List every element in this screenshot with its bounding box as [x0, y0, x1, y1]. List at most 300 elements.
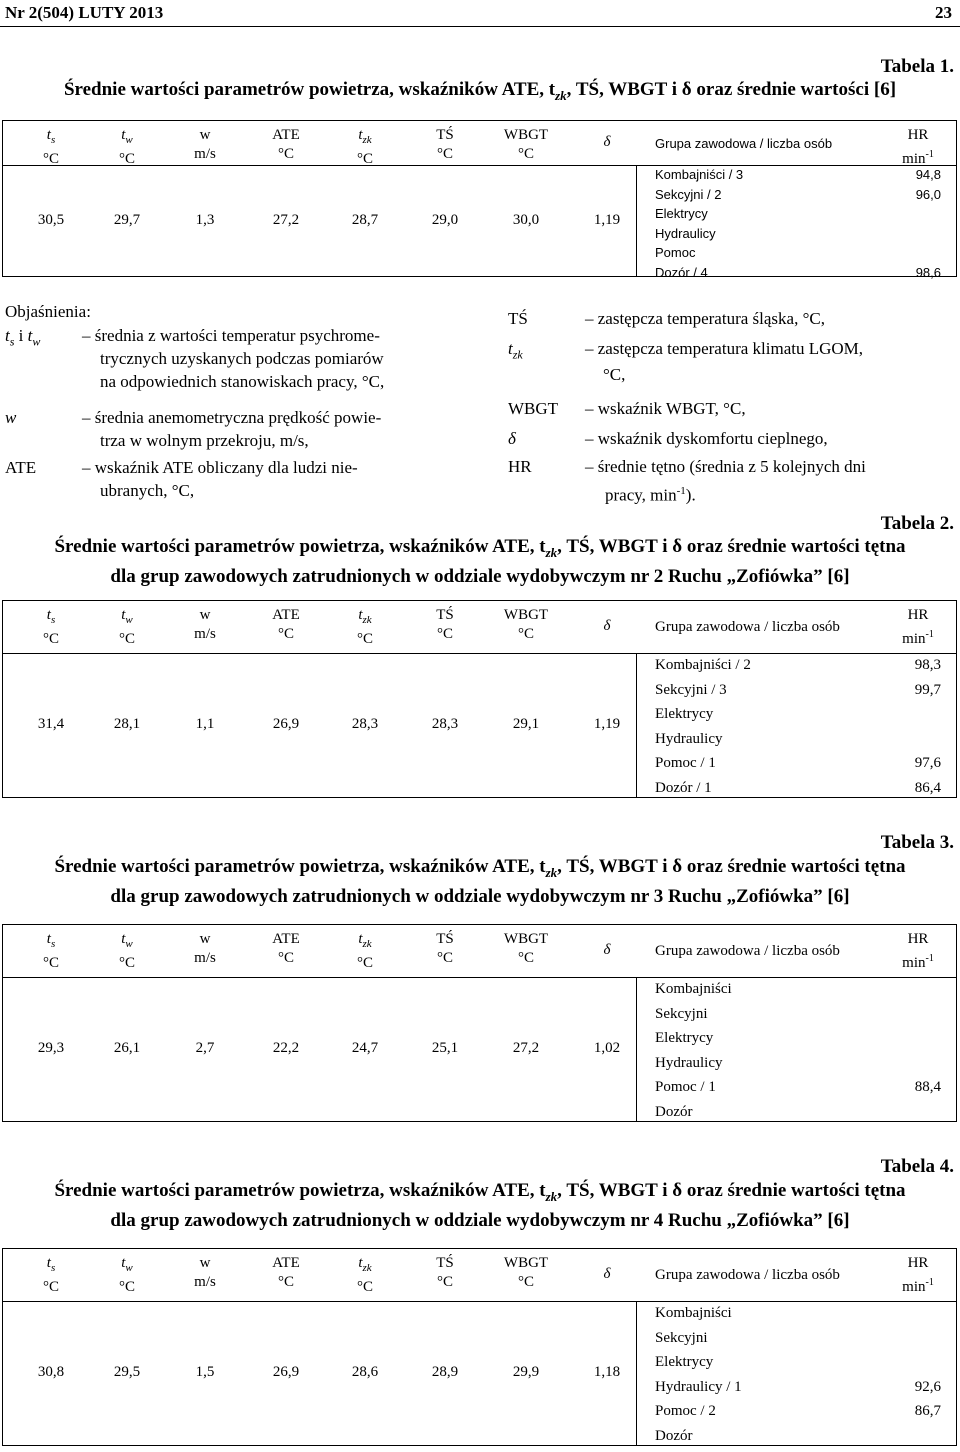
group-row [655, 1055, 941, 1080]
group-row [655, 657, 941, 682]
journal-issue: Nr 2(504) LUTY 2013 [5, 3, 163, 23]
col-header-ts2 [410, 930, 480, 968]
explanation-line: trycznych uzyskanych podczas pomiarów [100, 347, 445, 370]
col-symbol-text: TŚ [436, 607, 454, 623]
col-symbol-sub: s [51, 134, 55, 146]
col-symbol-text: t [358, 931, 362, 947]
col-symbol-text: ATE [272, 607, 300, 623]
term-symbol: w [5, 408, 16, 427]
col-unit: °C [16, 954, 86, 973]
col-header-ts [16, 126, 86, 169]
table-title-line1 [0, 535, 960, 565]
col-header-wbgt [491, 1254, 561, 1292]
explanation-line: – zastępcza temperatura śląska, °C, [585, 307, 825, 330]
value-ts2: 28,9 [410, 1364, 480, 1381]
explanations-heading: Objaśnienia: [5, 300, 91, 323]
group-name: Sekcyjni / 2 [655, 187, 721, 202]
term-symbol: t [5, 326, 10, 345]
col-symbol-text: t [47, 127, 51, 143]
col-header-tzk [330, 126, 400, 169]
value-ts: 29,3 [16, 1040, 86, 1057]
group-row [655, 1428, 941, 1452]
col-header-ate [251, 126, 321, 164]
group-row [655, 682, 941, 707]
col-unit: °C [16, 630, 86, 649]
col-symbol [491, 930, 561, 949]
col-header-hr [888, 1254, 948, 1297]
group-hr: 96,0 [916, 187, 941, 202]
col-symbol [251, 1254, 321, 1273]
value-tzk: 24,7 [330, 1040, 400, 1057]
col-header-tzk [330, 606, 400, 649]
col-symbol [251, 606, 321, 625]
col-symbol [410, 930, 480, 949]
title-text: Średnie wartości parametrów powietrza, wskaźników ATE, t [54, 1180, 545, 1201]
value-w: 1,3 [170, 212, 240, 229]
col-symbol-text: t [47, 607, 51, 623]
title-text: Średnie wartości parametrów powietrza, wskaźników ATE, t [64, 79, 555, 100]
col-symbol-sub: w [125, 134, 132, 146]
value-ts: 30,8 [16, 1364, 86, 1381]
col-header-ate [251, 1254, 321, 1292]
hr-unit: min [902, 151, 925, 167]
title-text-rest: , TŚ, WBGT i δ oraz średnie wartości tętna [557, 1180, 905, 1201]
explanation-line: – zastępcza temperatura klimatu LGOM, [585, 337, 863, 360]
col-unit: °C [92, 954, 162, 973]
col-symbol-text: TŚ [436, 1255, 454, 1271]
col-symbol-sub: s [51, 938, 55, 950]
col-unit: °C [251, 1273, 321, 1292]
group-name: Dozór / 4 [655, 265, 708, 280]
group-name: Kombajniści / 2 [655, 657, 751, 674]
col-symbol [170, 606, 240, 625]
data-table [2, 600, 957, 798]
hr-sup: -1 [926, 1277, 934, 1288]
col-symbol [572, 941, 642, 960]
group-name: Elektrycy [655, 706, 713, 723]
group-row [655, 755, 941, 780]
value-delta: 1,19 [572, 716, 642, 733]
col-header-group: Grupa zawodowa / liczba osób [655, 618, 840, 637]
value-tzk: 28,3 [330, 716, 400, 733]
group-hr: 88,4 [915, 1079, 941, 1096]
col-header-tw [92, 930, 162, 973]
value-ts: 31,4 [16, 716, 86, 733]
col-symbol-text: t [358, 607, 362, 623]
col-symbol [330, 606, 400, 630]
table-header [3, 925, 956, 978]
col-header-ts2 [410, 1254, 480, 1292]
col-symbol-text: ATE [272, 931, 300, 947]
term-symbol: HR [508, 457, 532, 476]
table-title-line2: dla grup zawodowych zatrudnionych w oddziale wydobywczym nr 3 Ruchu „Zofiówka” [6] [0, 885, 960, 909]
col-header-tw [92, 606, 162, 649]
group-name: Elektrycy [655, 1354, 713, 1371]
col-symbol [572, 1265, 642, 1284]
col-symbol-text: δ [604, 1266, 611, 1282]
col-header-group: Grupa zawodowa / liczba osób [655, 942, 840, 961]
col-unit: °C [16, 150, 86, 169]
col-unit: °C [410, 145, 480, 164]
col-unit: °C [491, 145, 561, 164]
explanation-line [605, 480, 696, 507]
col-symbol [330, 930, 400, 954]
table-title-line1 [0, 855, 960, 885]
explanation-line: – średnie tętno (średnia z 5 kolejnych dni [585, 455, 866, 478]
col-symbol [491, 1254, 561, 1273]
value-ts2: 28,3 [410, 716, 480, 733]
explanation-term [508, 337, 523, 366]
col-header-tw [92, 126, 162, 169]
group-name: Kombajniści [655, 1305, 732, 1322]
col-symbol [491, 126, 561, 145]
col-symbol [410, 1254, 480, 1273]
col-header-tzk [330, 1254, 400, 1297]
col-symbol [491, 606, 561, 625]
explanation-term [508, 427, 516, 450]
col-unit: °C [330, 630, 400, 649]
group-name: Elektrycy [655, 1030, 713, 1047]
value-ate: 26,9 [251, 716, 321, 733]
hr-sup: -1 [926, 629, 934, 640]
explanation-line: – wskaźnik WBGT, °C, [585, 397, 746, 420]
group-row [655, 1403, 941, 1428]
table-title [0, 535, 960, 589]
value-delta: 1,19 [572, 212, 642, 229]
value-delta: 1,02 [572, 1040, 642, 1057]
group-row [655, 265, 941, 285]
group-hr: 86,4 [915, 780, 941, 797]
col-symbol [170, 930, 240, 949]
explanation-term [508, 307, 528, 330]
page-header [0, 0, 960, 28]
col-unit: °C [410, 1273, 480, 1292]
title-subscript: zk [546, 1189, 558, 1204]
group-name: Dozór / 1 [655, 780, 712, 797]
col-unit: °C [491, 1273, 561, 1292]
col-symbol-text: TŚ [436, 931, 454, 947]
explanation-term [508, 397, 558, 420]
group-name: Sekcyjni / 3 [655, 682, 727, 699]
explanation-term [508, 455, 532, 478]
col-header-delta [572, 1265, 642, 1284]
col-symbol-text: w [200, 1255, 211, 1271]
col-header-ts2 [410, 126, 480, 164]
col-header-w [170, 606, 240, 644]
term-symbol: WBGT [508, 399, 558, 418]
col-unit [888, 1273, 948, 1297]
col-symbol [92, 126, 162, 150]
table-title-line2: dla grup zawodowych zatrudnionych w oddziale wydobywczym nr 2 Ruchu „Zofiówka” [6] [0, 565, 960, 589]
explanation-line: – średnia anemometryczna prędkość powie- [82, 406, 442, 429]
col-header-group: Grupa zawodowa / liczba osób [655, 1266, 840, 1285]
group-name: Elektrycy [655, 206, 708, 221]
value-ts2: 25,1 [410, 1040, 480, 1057]
page-number: 23 [935, 3, 952, 23]
col-symbol-text: w [200, 607, 211, 623]
explanations [0, 300, 960, 510]
col-header-ts [16, 1254, 86, 1297]
group-name: Hydraulicy / 1 [655, 1379, 742, 1396]
col-symbol [410, 126, 480, 145]
col-symbol [16, 126, 86, 150]
col-unit: °C [92, 630, 162, 649]
group-row [655, 1305, 941, 1330]
explanation-term [5, 406, 16, 429]
col-symbol [16, 606, 86, 630]
value-wbgt: 30,0 [491, 212, 561, 229]
col-header-ts [16, 606, 86, 649]
col-symbol: HR [888, 930, 948, 949]
group-row [655, 226, 941, 246]
col-header-wbgt [491, 606, 561, 644]
term-symbol: ATE [5, 458, 36, 477]
col-unit: °C [491, 949, 561, 968]
explanation-line: trza w wolnym przekroju, m/s, [100, 429, 445, 452]
group-name: Dozór [655, 1104, 693, 1121]
group-name: Pomoc [655, 245, 695, 260]
group-hr: 94,8 [916, 167, 941, 182]
table-title [0, 1179, 960, 1233]
col-symbol-text: WBGT [504, 1255, 548, 1271]
col-symbol: HR [888, 606, 948, 625]
col-header-tzk [330, 930, 400, 973]
value-ts2: 29,0 [410, 212, 480, 229]
table-header [3, 601, 956, 654]
col-unit: m/s [170, 1273, 240, 1292]
col-symbol-text: WBGT [504, 931, 548, 947]
data-table [2, 1248, 957, 1446]
col-unit [888, 145, 948, 169]
col-symbol [92, 606, 162, 630]
table-label: Tabela 3. [881, 832, 954, 854]
col-unit [888, 625, 948, 649]
value-wbgt: 29,9 [491, 1364, 561, 1381]
col-header-ts [16, 930, 86, 973]
hr-unit: min [902, 1279, 925, 1295]
col-header-delta [572, 133, 642, 152]
group-row [655, 187, 941, 207]
col-symbol-text: t [47, 1255, 51, 1271]
group-hr: 97,6 [915, 755, 941, 772]
col-unit: °C [251, 145, 321, 164]
group-row [655, 1354, 941, 1379]
col-unit: °C [16, 1278, 86, 1297]
col-symbol [410, 606, 480, 625]
col-symbol [92, 930, 162, 954]
term-sub: w [32, 334, 40, 348]
col-header-tw [92, 1254, 162, 1297]
group-row [655, 1030, 941, 1055]
explanation-line: ubranych, °C, [100, 479, 445, 502]
group-name: Kombajniści / 3 [655, 167, 743, 182]
hr-unit: min [902, 955, 925, 971]
col-unit: °C [251, 949, 321, 968]
col-header-wbgt [491, 930, 561, 968]
group-name: Hydraulicy [655, 1055, 722, 1072]
col-symbol-sub: w [125, 938, 132, 950]
col-symbol [572, 617, 642, 636]
col-header-hr [888, 126, 948, 169]
col-symbol-text: WBGT [504, 607, 548, 623]
title-text-rest: , TŚ, WBGT i δ oraz średnie wartości tętna [557, 856, 905, 877]
explanation-line: na odpowiednich stanowiskach pracy, °C, [100, 370, 445, 393]
group-row [655, 1330, 941, 1355]
table-label: Tabela 2. [881, 513, 954, 535]
group-row [655, 206, 941, 226]
group-row [655, 167, 941, 187]
col-symbol-text: δ [604, 942, 611, 958]
value-w: 1,5 [170, 1364, 240, 1381]
group-name: Pomoc / 2 [655, 1403, 716, 1420]
col-unit: °C [410, 625, 480, 644]
header-rule [0, 26, 960, 27]
col-header-hr [888, 606, 948, 649]
title-text-rest: , TŚ, WBGT i δ oraz średnie wartości [6] [567, 79, 896, 100]
value-wbgt: 27,2 [491, 1040, 561, 1057]
value-wbgt: 29,1 [491, 716, 561, 733]
col-symbol-text: δ [604, 134, 611, 150]
line-text: pracy, min [605, 486, 677, 505]
col-header-group: Grupa zawodowa / liczba osób [655, 134, 832, 153]
table-header [3, 1249, 956, 1302]
col-unit: °C [92, 1278, 162, 1297]
col-unit: °C [491, 625, 561, 644]
table-title [0, 855, 960, 909]
col-symbol-sub: s [51, 614, 55, 626]
value-delta: 1,18 [572, 1364, 642, 1381]
term-symbol: TŚ [508, 309, 528, 328]
col-symbol [170, 126, 240, 145]
line-text: ). [686, 486, 696, 505]
explanation-term [5, 456, 36, 479]
data-table [2, 924, 957, 1122]
col-header-w [170, 1254, 240, 1292]
col-symbol: HR [888, 1254, 948, 1273]
col-symbol-text: t [358, 127, 362, 143]
title-text-rest: , TŚ, WBGT i δ oraz średnie wartości tętna [557, 536, 905, 557]
col-symbol-text: ATE [272, 127, 300, 143]
table-title [0, 78, 960, 108]
col-symbol-text: t [121, 127, 125, 143]
hr-sup: -1 [926, 953, 934, 964]
col-unit: m/s [170, 949, 240, 968]
col-symbol-text: t [121, 1255, 125, 1271]
data-table [2, 120, 957, 277]
group-row [655, 245, 941, 265]
value-tzk: 28,6 [330, 1364, 400, 1381]
value-ate: 26,9 [251, 1364, 321, 1381]
col-symbol-sub: w [125, 614, 132, 626]
term-symbol: t [28, 326, 33, 345]
col-symbol [572, 133, 642, 152]
hr-unit: min [902, 631, 925, 647]
group-row [655, 706, 941, 731]
col-symbol-sub: zk [363, 1262, 372, 1274]
value-tw: 28,1 [92, 716, 162, 733]
table-label: Tabela 1. [881, 56, 954, 78]
col-symbol-text: WBGT [504, 127, 548, 143]
title-subscript: zk [555, 88, 567, 103]
col-symbol [251, 930, 321, 949]
group-row [655, 731, 941, 756]
col-header-ts2 [410, 606, 480, 644]
col-symbol-text: t [121, 607, 125, 623]
value-w: 2,7 [170, 1040, 240, 1057]
group-name: Sekcyjni [655, 1006, 708, 1023]
col-header-w [170, 930, 240, 968]
col-header-ate [251, 606, 321, 644]
col-symbol [16, 1254, 86, 1278]
group-name: Pomoc / 1 [655, 755, 716, 772]
col-unit: m/s [170, 145, 240, 164]
col-symbol-text: δ [604, 618, 611, 634]
line-sup: -1 [677, 485, 686, 497]
group-name: Sekcyjni [655, 1330, 708, 1347]
group-row [655, 1379, 941, 1404]
group-hr: 86,7 [915, 1403, 941, 1420]
col-symbol [251, 126, 321, 145]
term-sub: zk [513, 347, 523, 361]
col-header-delta [572, 617, 642, 636]
value-ate: 27,2 [251, 212, 321, 229]
col-symbol-sub: zk [363, 938, 372, 950]
col-symbol [170, 1254, 240, 1273]
col-unit: m/s [170, 625, 240, 644]
group-name: Hydraulicy [655, 226, 716, 241]
group-hr: 98,6 [916, 265, 941, 280]
group-hr: 92,6 [915, 1379, 941, 1396]
col-header-wbgt [491, 126, 561, 164]
col-unit: °C [330, 150, 400, 169]
col-symbol-text: w [200, 127, 211, 143]
col-symbol-text: t [47, 931, 51, 947]
group-row [655, 1104, 941, 1129]
col-symbol [92, 1254, 162, 1278]
group-row [655, 1006, 941, 1031]
group-name: Dozór [655, 1428, 693, 1445]
col-symbol: HR [888, 126, 948, 145]
title-subscript: zk [546, 865, 558, 880]
table-header [3, 121, 956, 166]
col-symbol [330, 1254, 400, 1278]
group-hr: 99,7 [915, 682, 941, 699]
value-ts: 30,5 [16, 212, 86, 229]
group-row [655, 780, 941, 805]
col-unit: °C [92, 150, 162, 169]
col-symbol [16, 930, 86, 954]
col-unit: °C [251, 625, 321, 644]
value-tw: 26,1 [92, 1040, 162, 1057]
group-name: Kombajniści [655, 981, 732, 998]
col-unit [888, 949, 948, 973]
col-symbol-text: t [121, 931, 125, 947]
title-text: Średnie wartości parametrów powietrza, wskaźników ATE, t [54, 536, 545, 557]
group-name: Hydraulicy [655, 731, 722, 748]
explanation-line: °C, [603, 363, 625, 386]
col-header-delta [572, 941, 642, 960]
col-unit: °C [330, 954, 400, 973]
col-symbol-text: w [200, 931, 211, 947]
hr-sup: -1 [926, 149, 934, 160]
col-symbol-sub: zk [363, 134, 372, 146]
term-symbol: δ [508, 429, 516, 448]
explanation-term [5, 324, 40, 353]
col-symbol-sub: s [51, 1262, 55, 1274]
explanation-line: – wskaźnik ATE obliczany dla ludzi nie- [82, 456, 442, 479]
col-symbol [330, 126, 400, 150]
col-symbol-text: TŚ [436, 127, 454, 143]
